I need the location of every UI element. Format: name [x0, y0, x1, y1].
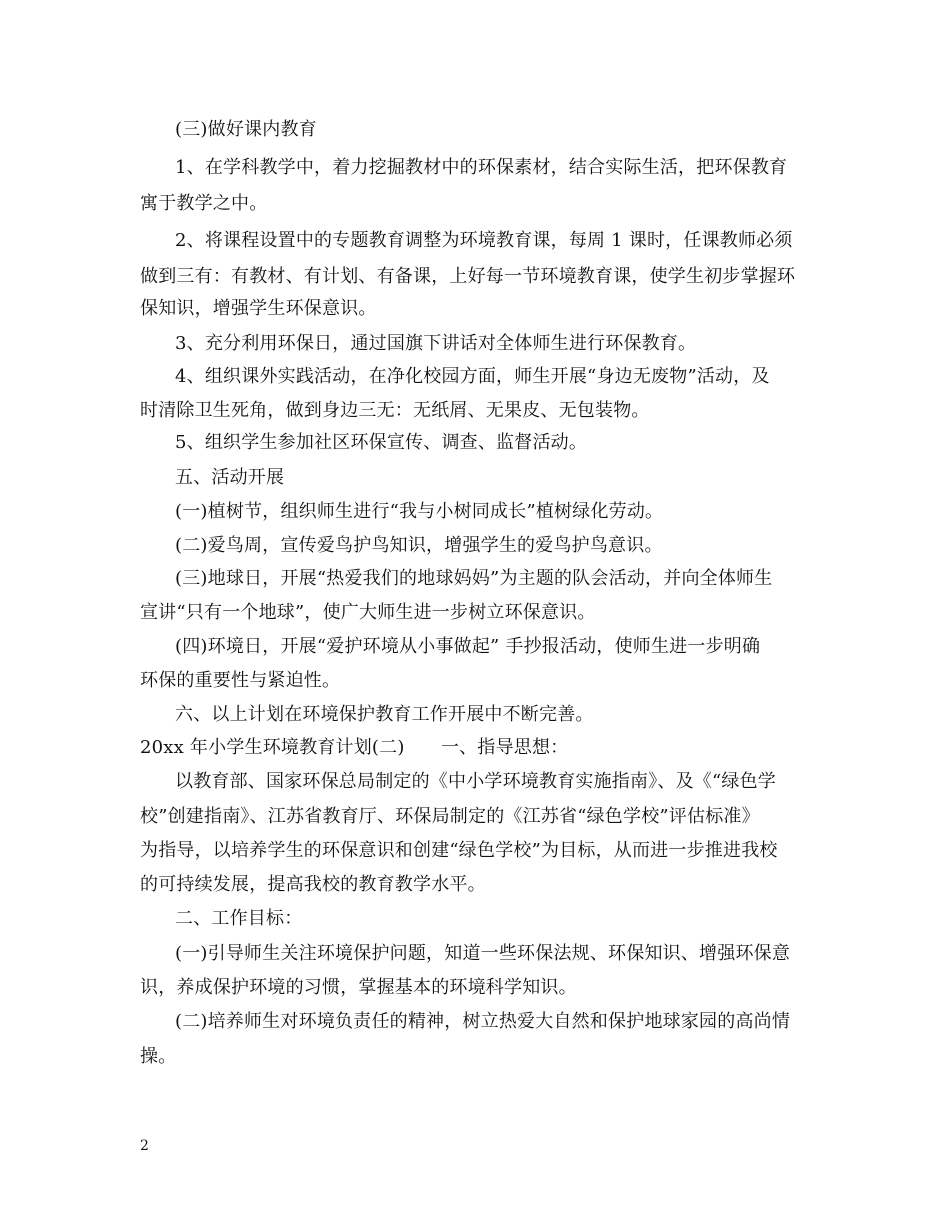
paragraph-line: 时清除卫生死角，做到身边三无：无纸屑、无果皮、无包装物。 [140, 400, 650, 421]
paragraph-line: (二)培养师生对环境负责任的精神，树立热爱大自然和保护地球家园的高尚情 [175, 1011, 791, 1032]
paragraph-line: 做到三有：有教材、有计划、有备课，上好每一节环境教育课，使学生初步掌握环 [140, 266, 796, 287]
paragraph-line: 2、将课程设置中的专题教育调整为环境教育课，每周 1 课时，任课教师必须 [175, 230, 793, 251]
paragraph-line: 的可持续发展，提高我校的教育教学水平。 [140, 874, 486, 895]
heading-classroom-education: (三)做好课内教育 [175, 119, 317, 140]
paragraph-line: 保知识，增强学生环保意识。 [140, 298, 377, 319]
paragraph-line: 3、充分利用环保日，通过国旗下讲话对全体师生进行环保教育。 [175, 333, 697, 354]
paragraph-line: 六、以上计划在环境保护教育工作开展中不断完善。 [175, 704, 594, 725]
paragraph-line: (一)植树节，组织师生进行“我与小树同成长”植树绿化劳动。 [175, 501, 664, 522]
paragraph-line: 识，养成保护环境的习惯，掌握基本的环境科学知识。 [140, 977, 577, 998]
paragraph-line: (四)环境日，开展“爱护环境从小事做起” 手抄报活动，使师生进一步明确 [175, 636, 761, 657]
paragraph-line: 校”创建指南》、江苏省教育厅、环保局制定的《江苏省“绿色学校”评估标准》 [140, 806, 760, 827]
heading-activities: 五、活动开展 [175, 467, 285, 488]
paragraph-line: (三)地球日，开展“热爱我们的地球妈妈”为主题的队会活动，并向全体师生 [175, 568, 773, 589]
heading-work-goals: 二、工作目标： [175, 908, 303, 929]
paragraph-line: 为指导，以培养学生的环保意识和创建“绿色学校”为目标，从而进一步推进我校 [140, 840, 778, 861]
page-number: 2 [140, 1138, 149, 1154]
paragraph-line: 操。 [140, 1046, 177, 1067]
paragraph-line: 5、组织学生参加社区环保宣传、调查、监督活动。 [175, 432, 588, 453]
paragraph-line: 寓于教学之中。 [140, 193, 268, 214]
paragraph-line: 宣讲“只有一个地球”，使广大师生进一步树立环保意识。 [140, 602, 596, 623]
paragraph-line: (一)引导师生关注环境保护问题，知道一些环保法规、环保知识、增强环保意 [175, 943, 791, 964]
paragraph-line: 4、组织课外实践活动，在净化校园方面，师生开展“身边无废物”活动，及 [175, 366, 770, 387]
section-title-plan-two: 20xx 年小学生环境教育计划(二) 一、指导思想： [140, 737, 569, 758]
paragraph-line: 环保的重要性与紧迫性。 [140, 670, 341, 691]
paragraph-line: 1、在学科教学中，着力挖掘教材中的环保素材，结合实际生活，把环保教育 [175, 157, 788, 178]
paragraph-line: (二)爱鸟周，宣传爱鸟护鸟知识，增强学生的爱鸟护鸟意识。 [175, 535, 663, 556]
paragraph-line: 以教育部、国家环保总局制定的《中小学环境教育实施指南》、及《“绿色学 [175, 771, 776, 792]
